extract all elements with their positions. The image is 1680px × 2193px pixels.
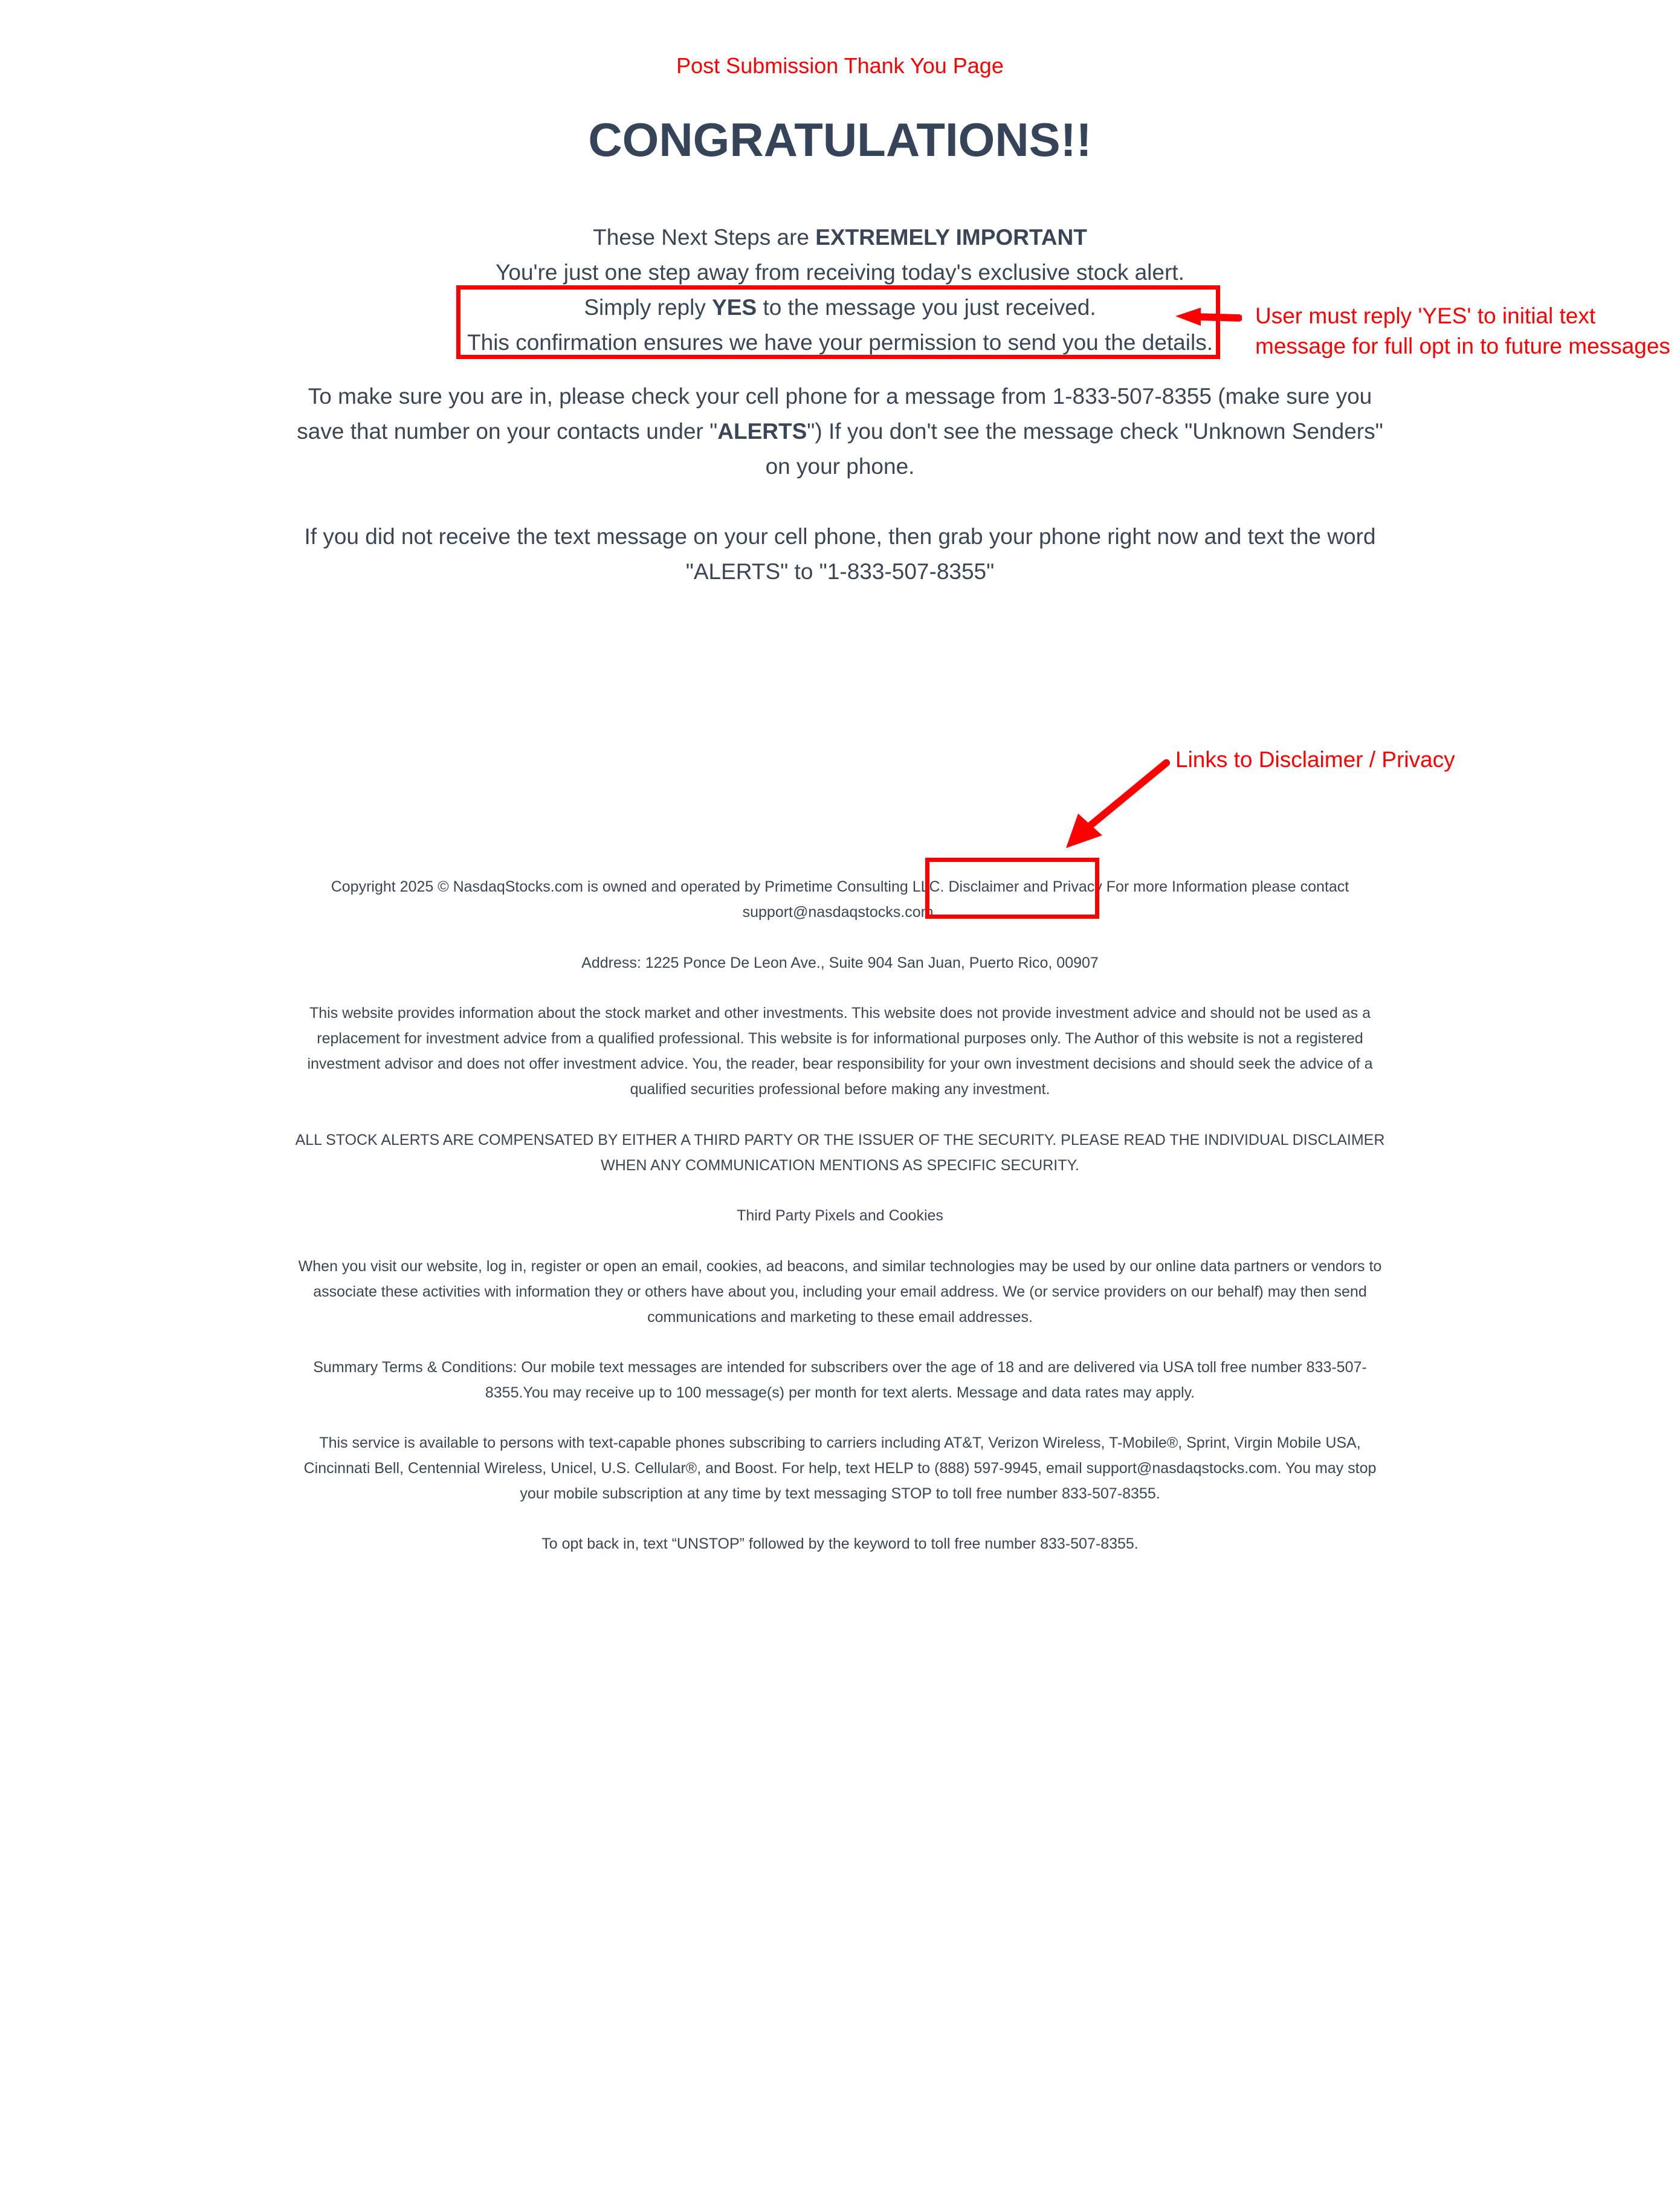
address-line: Address: 1225 Ponce De Leon Ave., Suite 904 San Juan, Puerto Rico, 00907 — [581, 954, 1099, 971]
steps-line-3: Simply reply YES to the message you just received. — [584, 295, 1096, 320]
page-title: CONGRATULATIONS!! — [588, 113, 1092, 166]
steps-line-4: This confirmation ensures we have your permission to send you the details. — [467, 330, 1213, 355]
page-label-annotation: Post Submission Thank You Page — [676, 53, 1004, 78]
fallback-line-1: If you did not receive the text message on your cell phone, then grab your phone right now and text the word — [304, 524, 1376, 549]
diagonal-arrow-icon — [1058, 756, 1178, 852]
compensation-paragraph: ALL STOCK ALERTS ARE COMPENSATED BY EITHER A THIRD PARTY OR THE ISSUER OF THE SECURITY. PLEASE READ THE INDIVIDUAL DISCLAIMER WHEN ANY COMMUNICATION MENTIONS AS SPECIFIC SECURITY. — [295, 1132, 1385, 1174]
terms-paragraph: Summary Terms & Conditions: Our mobile text messages are intended for subscribers over the age of 18 and are delivered via USA toll free number 833-507- 8355.You may receive up to 100 message(s) per month for text alerts. Message and data rates may apply. — [313, 1359, 1367, 1401]
copyright-line: Copyright 2025 © NasdaqStocks.com is owned and operated by Primetime Consulting LLC. Disclaimer and Privacy For more Information please contact — [331, 878, 1349, 895]
info-paragraph: This website provides information about the stock market and other investments. This website does not provide investment advice and should not be used as a replacement for investment advice from a qualified professional. This website is for informational purposes only. The Author of this website is not a registered investment advisor and does not offer investment advice. You, the reader, bear responsibility for your own investment decisions and should seek the advice of a qualified securities professional before making any investment. — [307, 1005, 1373, 1098]
optin-line: To opt back in, text “UNSTOP” followed by the keyword to toll free number 833-507-8355. — [541, 1535, 1139, 1552]
privacy-link[interactable]: Privacy — [1052, 878, 1102, 895]
check-phone-line-3: on your phone. — [765, 454, 915, 479]
links-highlight-box — [925, 858, 1099, 919]
links-note-annotation: Links to Disclaimer / Privacy — [1175, 747, 1455, 772]
check-phone-line-2: save that number on your contacts under "ALERTS") If you don't see the message check "Unknown Senders" — [297, 419, 1383, 444]
steps-line-1: These Next Steps are EXTREMELY IMPORTANT — [593, 225, 1087, 250]
steps-line-2: You're just one step away from receiving today's exclusive stock alert. — [496, 260, 1184, 285]
yes-highlight-box — [456, 285, 1220, 359]
support-email: support@nasdaqstocks.com. — [742, 904, 938, 921]
disclaimer-link[interactable]: Disclaimer — [948, 878, 1019, 895]
cookies-paragraph: When you visit our website, log in, register or open an email, cookies, ad beacons, and similar technologies may be used by our online data partners or vendors to associate these activities with information they or others have about you, including your email address. We (or service providers on our behalf) may then send communications and marketing to these email addresses. — [298, 1258, 1382, 1326]
yes-note-annotation: User must reply 'YES' to initial text message for full opt in to future messages — [1255, 303, 1670, 358]
left-arrow-icon — [1175, 305, 1242, 329]
pixels-heading: Third Party Pixels and Cookies — [737, 1207, 943, 1224]
service-paragraph: This service is available to persons with text-capable phones subscribing to carriers including AT&T, Verizon Wireless, T-Mobile®, Sprint, Virgin Mobile USA, Cincinnati Bell, Centennial Wireless, Unicel, U.S. Cellular®, and Boost. For help, text HELP to (888) 597-9945, email support@nasdaqstocks.com. You may stop your mobile subscription at any time by text messaging STOP to toll free number 833-507-8355. — [303, 1434, 1377, 1502]
check-phone-line-1: To make sure you are in, please check your cell phone for a message from 1-833-507-8355 (make sure you — [308, 384, 1372, 409]
fallback-line-2: "ALERTS" to "1-833-507-8355" — [685, 559, 995, 584]
